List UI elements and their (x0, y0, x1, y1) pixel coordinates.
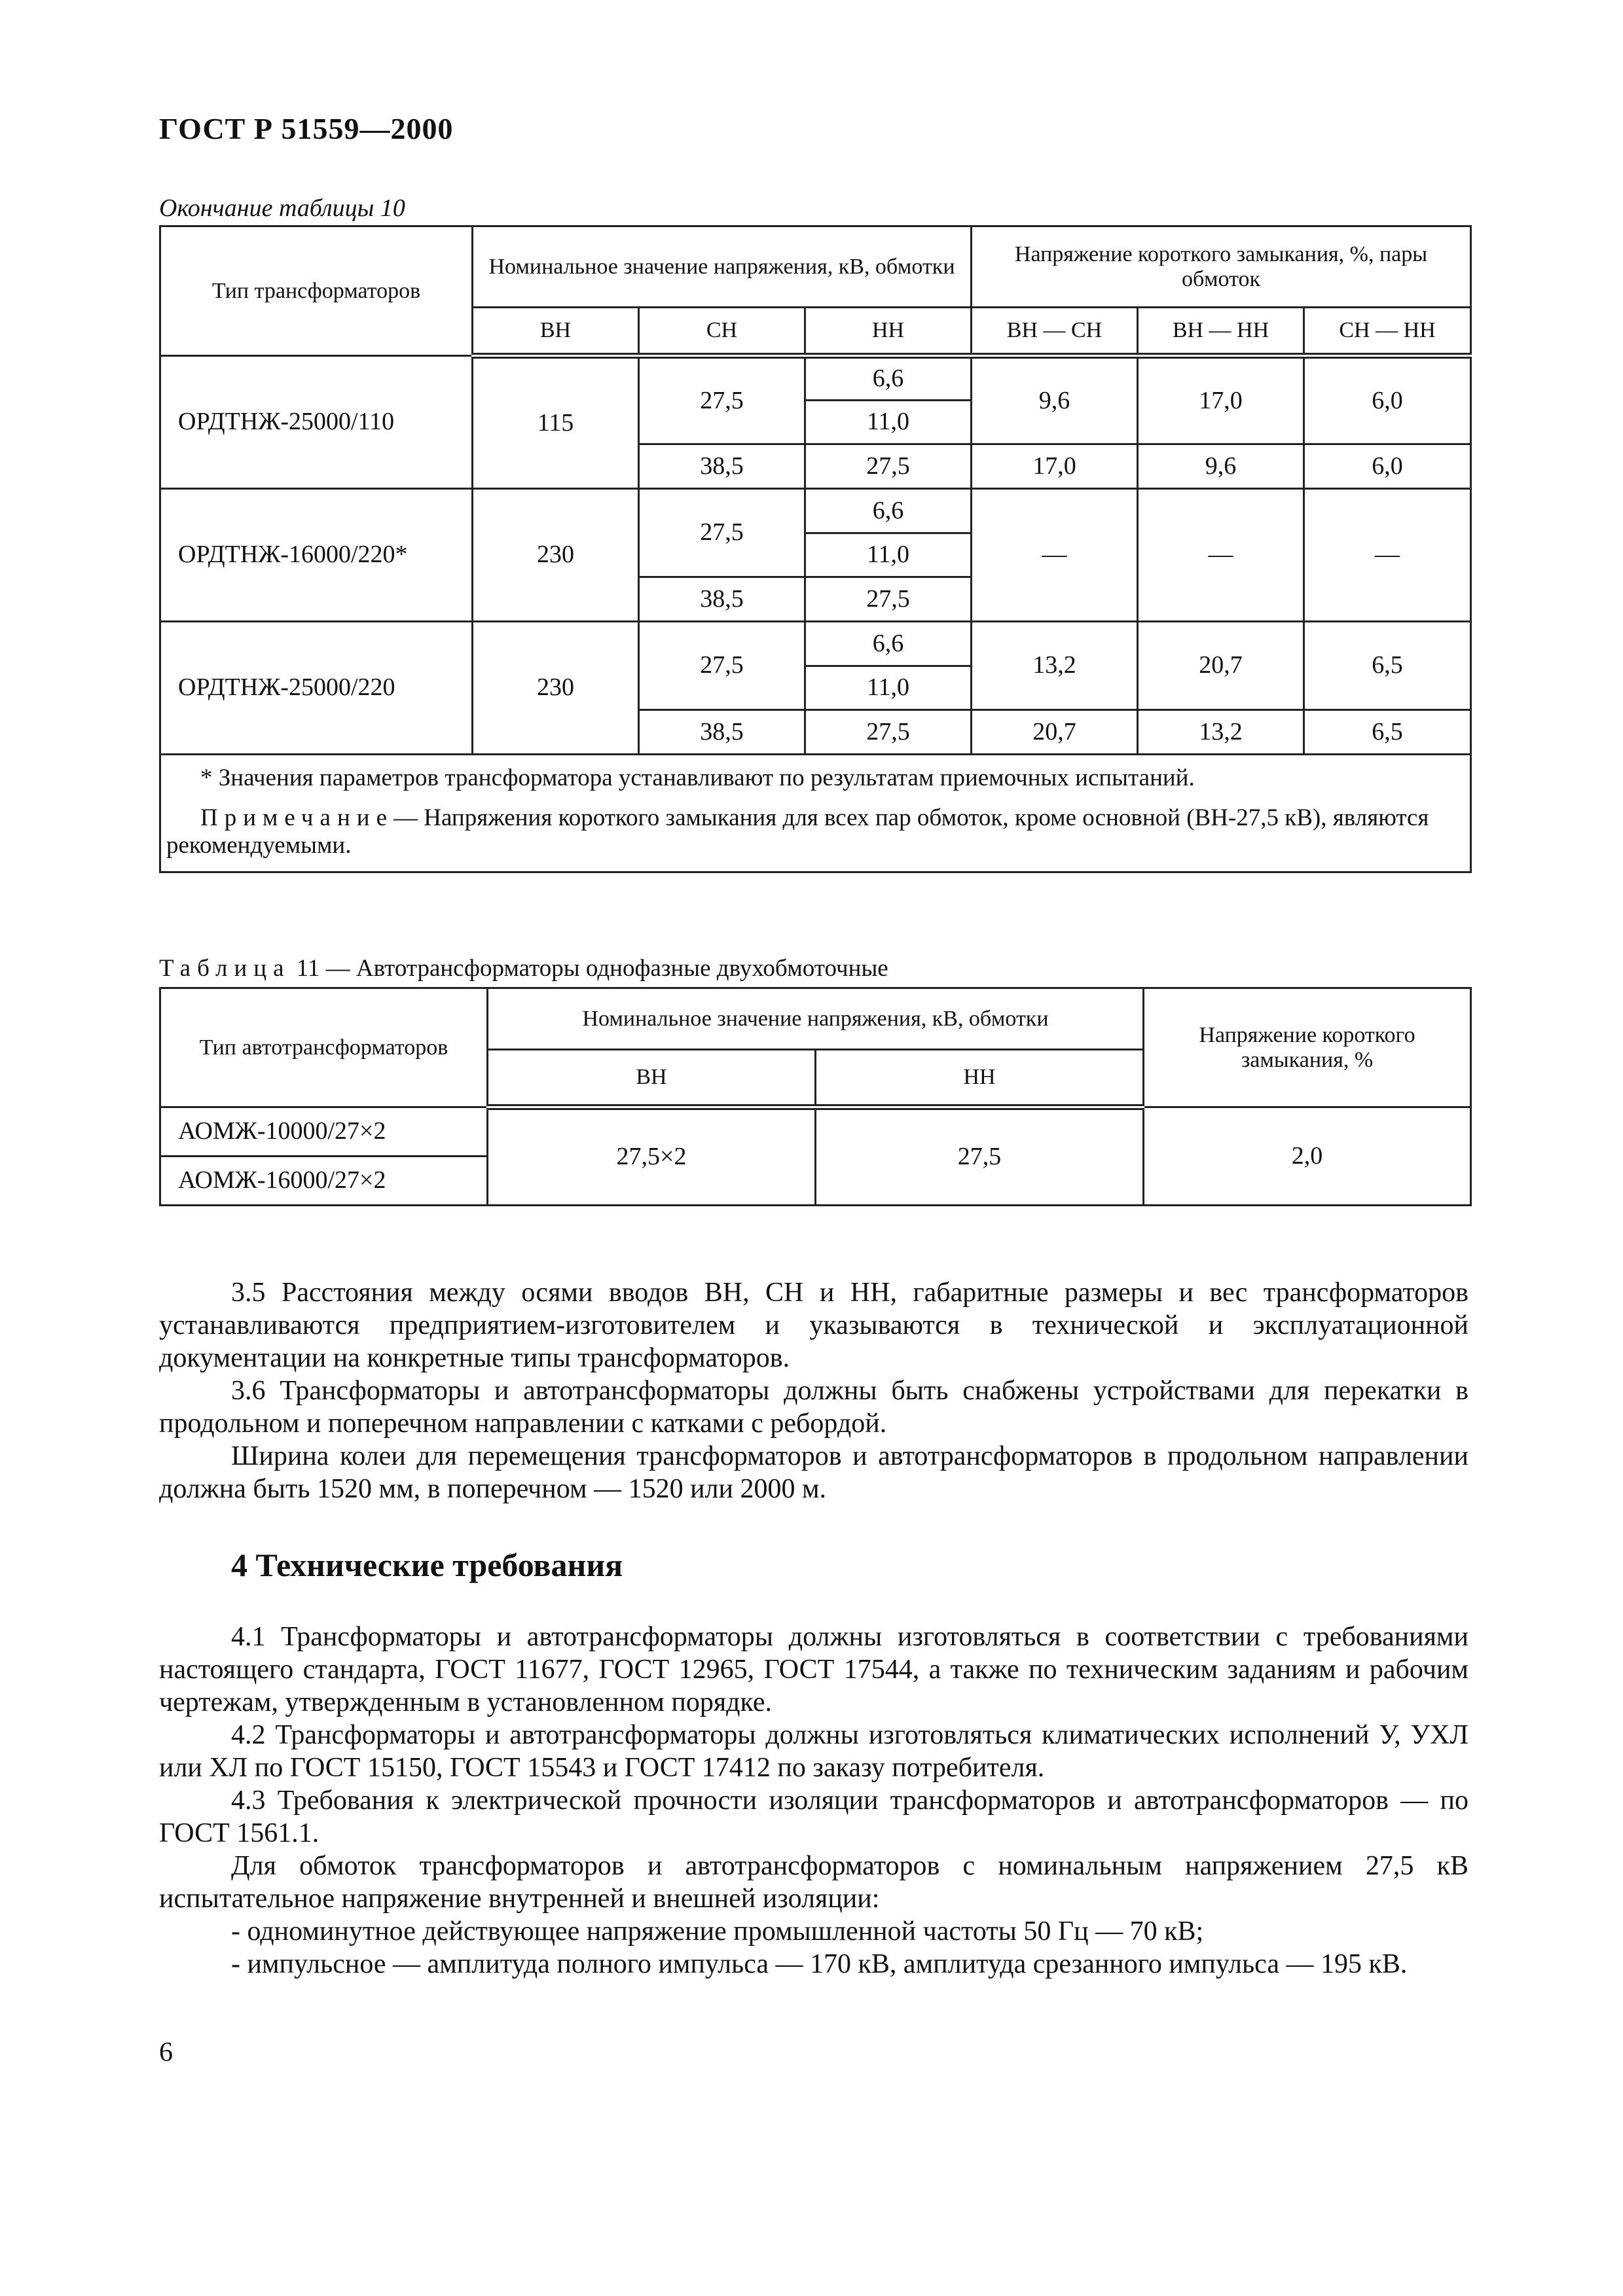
t10-g2-nn2: 27,5 (805, 577, 972, 622)
t10-g1-vncn2: 17,0 (972, 444, 1138, 489)
t10-g1-vncn1: 9,6 (972, 356, 1138, 444)
t10-g3-nn2: 27,5 (805, 710, 972, 755)
t11-vn: 27,5×2 (488, 1107, 816, 1206)
t10-footnote: * Значения параметров трансформатора устанавливают по результатам приемочных испытаний. (200, 764, 1195, 791)
t11-header-type: Тип автотрансформаторов (160, 988, 488, 1107)
t10-g2-cnnn: — (1304, 489, 1471, 622)
t10-sub-cn: СН (639, 308, 805, 356)
t10-header-type: Тип трансформаторов (160, 226, 473, 356)
t10-g2-vn: 230 (473, 489, 639, 622)
t11-sub-nn: НН (816, 1050, 1144, 1107)
paragraph-4-2: 4.2 Трансформаторы и автотрансформаторы должны изготовляться климатических исполнений У, УХЛ или ХЛ по ГОСТ 15150, ГОСТ 15543 и ГОСТ 17412 по заказу потребителя. (159, 1720, 1468, 1783)
t10-notes (160, 755, 1471, 872)
t10-g1-nn2: 27,5 (805, 444, 972, 489)
t10-g3-cn2: 38,5 (639, 710, 805, 755)
t11-header-nominal: Номинальное значение напряжения, кВ, обмотки (488, 988, 1144, 1050)
t10-g3-cnnn1: 6,5 (1304, 622, 1471, 710)
t10-g1-name: ОРДТНЖ-25000/110 (160, 356, 473, 489)
paragraph-4-3-item-2: - импульсное — амплитуда полного импульса — 170 кВ, амплитуда срезанного импульса — 195 кВ. (231, 1949, 1408, 1979)
t10-g3-nn1b: 11,0 (805, 666, 972, 710)
t10-g2-vnnn: — (1138, 489, 1304, 622)
t10-g3-vnnn2: 13,2 (1138, 710, 1304, 755)
t10-g2-name: ОРДТНЖ-16000/220* (160, 489, 473, 622)
t10-sub-cn-nn: СН — НН (1304, 308, 1471, 356)
page-number: 6 (159, 2037, 173, 2068)
t10-g3-name: ОРДТНЖ-25000/220 (160, 622, 473, 755)
t10-sub-nn: НН (805, 308, 972, 356)
t10-g2-cn2: 38,5 (639, 577, 805, 622)
t11-header-short: Напряжение короткого замыкания, % (1144, 988, 1471, 1107)
t10-header-short: Напряжение короткого замыкания, %, пары обмоток (972, 226, 1471, 308)
section3-text (159, 1276, 1468, 1505)
section-4-title: 4 Технические требования (231, 1547, 623, 1583)
table11-caption-label: Таблица (159, 955, 291, 982)
table11-caption (159, 954, 888, 982)
t10-g3-vncn1: 13,2 (972, 622, 1138, 710)
table-11 (159, 987, 1472, 1206)
paragraph-4-3-item-1: - одноминутное действующее напряжение промышленной частоты 50 Гц — 70 кВ; (231, 1916, 1204, 1946)
t10-g3-nn1a: 6,6 (805, 622, 972, 666)
t10-g3-vn: 230 (473, 622, 639, 755)
t10-g2-vncn: — (972, 489, 1138, 622)
t10-g1-cn2: 38,5 (639, 444, 805, 489)
t10-g3-cn1: 27,5 (639, 622, 805, 710)
document-code: ГОСТ Р 51559—2000 (159, 112, 454, 145)
t10-header-nominal: Номинальное значение напряжения, кВ, обмотки (473, 226, 972, 308)
t10-g1-vn: 115 (473, 356, 639, 489)
t10-g3-cnnn2: 6,5 (1304, 710, 1471, 755)
t10-note-label: Примечание (200, 804, 393, 831)
t10-g2-nn1a: 6,6 (805, 489, 972, 533)
table10-caption: Окончание таблицы 10 (159, 194, 405, 222)
section4-text (159, 1621, 1468, 1981)
paragraph-3-5: 3.5 Расстояния между осями вводов ВН, СН и НН, габаритные размеры и вес трансформаторов устанавливаются предприятием-изготовителем и указываются в технической и эксплуатационной документации на конкретные типы трансформаторов. (159, 1278, 1468, 1373)
t11-nn: 27,5 (816, 1107, 1144, 1206)
t11-sub-vn: ВН (488, 1050, 816, 1107)
t11-name-2: АОМЖ-16000/27×2 (160, 1157, 488, 1206)
t10-g1-nn1a: 6,6 (805, 356, 972, 401)
t10-sub-vn-cn: ВН — СН (972, 308, 1138, 356)
t10-sub-vn-nn: ВН — НН (1138, 308, 1304, 356)
t10-g1-vnnn1: 17,0 (1138, 356, 1304, 444)
paragraph-4-3-intro: Для обмоток трансформаторов и автотрансформаторов с номинальным напряжением 27,5 кВ испытательное напряжение внутренней и внешней изоляции: (159, 1851, 1468, 1914)
paragraph-3-6-track: Ширина колеи для перемещения трансформаторов и автотрансформаторов в продольном направлении должна быть 1520 мм, в поперечном — 1520 или 2000 м. (159, 1441, 1468, 1504)
paragraph-4-3: 4.3 Требования к электрической прочности изоляции трансформаторов и автотрансформаторов — по ГОСТ 1561.1. (159, 1785, 1468, 1848)
t11-short: 2,0 (1144, 1107, 1471, 1206)
table-10 (159, 225, 1472, 873)
t10-note (166, 804, 1465, 860)
t10-g1-cnnn2: 6,0 (1304, 444, 1471, 489)
t10-g1-cnnn1: 6,0 (1304, 356, 1471, 444)
table11-caption-text: 11 — Автотрансформаторы однофазные двухобмоточные (296, 955, 888, 982)
t10-note-text: — Напряжения короткого замыкания для всех пар обмоток, кроме основной (ВН-27,5 кВ), являются рекомендуемыми. (166, 804, 1429, 859)
t10-sub-vn: ВН (473, 308, 639, 356)
paragraph-4-1: 4.1 Трансформаторы и автотрансформаторы должны изготовляться в соответствии с требованиями настоящего стандарта, ГОСТ 11677, ГОСТ 12965, ГОСТ 17544, а также по техническим заданиям и рабочим чертежам, утвержденным в установленном порядке. (159, 1622, 1468, 1717)
t10-g2-nn1b: 11,0 (805, 533, 972, 577)
t10-g3-vncn2: 20,7 (972, 710, 1138, 755)
t10-g1-vnnn2: 9,6 (1138, 444, 1304, 489)
paragraph-3-6: 3.6 Трансформаторы и автотрансформаторы должны быть снабжены устройствами для перекатки в продольном и поперечном направлении с катками с ребордой. (159, 1376, 1468, 1439)
t10-g1-nn1b: 11,0 (805, 401, 972, 444)
t10-g1-cn1: 27,5 (639, 356, 805, 444)
t10-g3-vnnn1: 20,7 (1138, 622, 1304, 710)
t10-g2-cn1: 27,5 (639, 489, 805, 577)
t11-name-1: АОМЖ-10000/27×2 (160, 1107, 488, 1157)
